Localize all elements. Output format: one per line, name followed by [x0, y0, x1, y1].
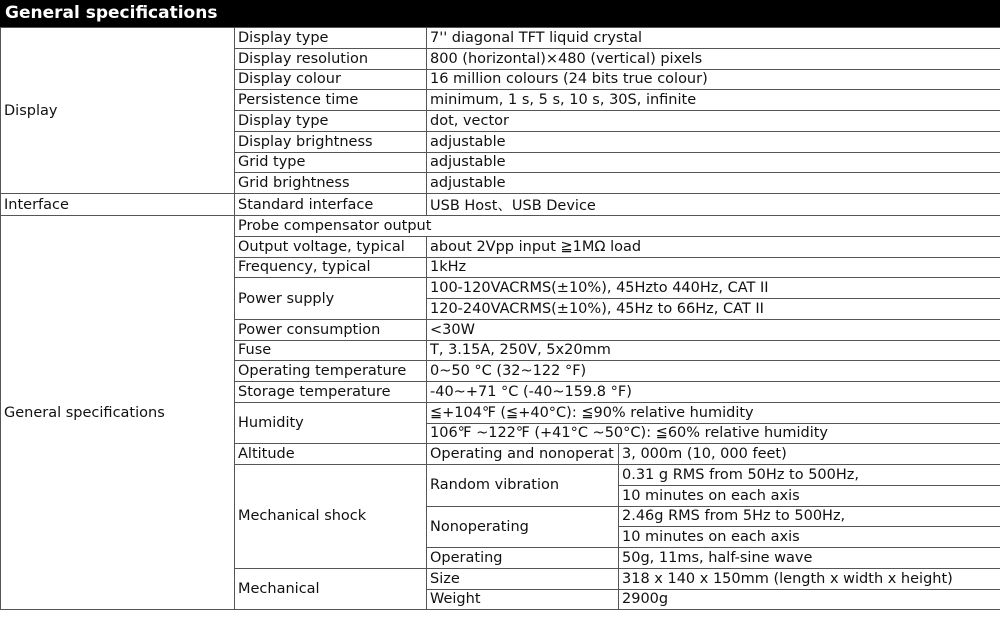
row-value: 10 minutes on each axis: [619, 527, 1000, 548]
row-sublabel: Weight: [427, 589, 619, 610]
row-label: Operating temperature: [235, 361, 427, 382]
row-label: Humidity: [235, 402, 427, 444]
row-sublabel: Size: [427, 568, 619, 589]
row-label: Frequency, typical: [235, 257, 427, 278]
row-label: Display type: [235, 28, 427, 49]
row-value: 120-240VACRMS(±10%), 45Hz to 66Hz, CAT II: [427, 299, 1000, 320]
category-display: Display: [1, 28, 235, 194]
row-value: 2.46g RMS from 5Hz to 500Hz,: [619, 506, 1000, 527]
row-value: adjustable: [427, 131, 1000, 152]
row-value: 0.31 g RMS from 50Hz to 500Hz,: [619, 465, 1000, 486]
row-value: 16 million colours (24 bits true colour): [427, 69, 1000, 90]
row-value: 106℉ ~122℉ (+41°C ~50°C): ≦60% relative humidity: [427, 423, 1000, 444]
row-value: 2900g: [619, 589, 1000, 610]
row-label: Display brightness: [235, 131, 427, 152]
row-value: adjustable: [427, 152, 1000, 173]
row-value: <30W: [427, 319, 1000, 340]
row-value: 100-120VACRMS(±10%), 45Hzto 440Hz, CAT II: [427, 278, 1000, 299]
row-label: Grid type: [235, 152, 427, 173]
row-sublabel: Random vibration: [427, 465, 619, 507]
row-label: Mechanical: [235, 568, 427, 610]
row-value: 1kHz: [427, 257, 1000, 278]
table-row: [1, 194, 1000, 216]
row-label: Grid brightness: [235, 173, 427, 194]
row-label: Storage temperature: [235, 382, 427, 403]
section-title: General specifications: [0, 0, 1000, 27]
row-value: -40~+71 °C (-40~159.8 °F): [427, 382, 1000, 403]
row-label: Power consumption: [235, 319, 427, 340]
row-value: about 2Vpp input ≧1MΩ load: [427, 236, 1000, 257]
row-label: Power supply: [235, 278, 427, 320]
row-label: Altitude: [235, 444, 427, 465]
row-value: USB Host、USB Device: [427, 194, 1000, 216]
row-label: Display resolution: [235, 48, 427, 69]
row-value: T, 3.15A, 250V, 5x20mm: [427, 340, 1000, 361]
row-value: 318 x 140 x 150mm (length x width x height): [619, 568, 1000, 589]
row-value: 0~50 °C (32~122 °F): [427, 361, 1000, 382]
table-row: [1, 28, 1000, 49]
row-label: Display type: [235, 111, 427, 132]
row-value: adjustable: [427, 173, 1000, 194]
row-value: 50g, 11ms, half-sine wave: [619, 548, 1000, 569]
row-value: ≦+104℉ (≦+40°C): ≦90% relative humidity: [427, 402, 1000, 423]
row-sublabel: Operating and nonoperat: [427, 444, 619, 465]
row-value: 10 minutes on each axis: [619, 485, 1000, 506]
row-label: Fuse: [235, 340, 427, 361]
category-interface: Interface: [1, 194, 235, 216]
row-value: 7'' diagonal TFT liquid crystal: [427, 28, 1000, 49]
row-label: Output voltage, typical: [235, 236, 427, 257]
row-sublabel: Nonoperating: [427, 506, 619, 548]
row-value: minimum, 1 s, 5 s, 10 s, 30S, infinite: [427, 90, 1000, 111]
row-label: Standard interface: [235, 194, 427, 216]
category-general: General specifications: [1, 216, 235, 610]
spec-table: [0, 27, 1000, 610]
row-label: Mechanical shock: [235, 465, 427, 569]
row-sublabel: Operating: [427, 548, 619, 569]
row-label: Persistence time: [235, 90, 427, 111]
row-value: 800 (horizontal)×480 (vertical) pixels: [427, 48, 1000, 69]
row-label: Display colour: [235, 69, 427, 90]
table-row: [1, 216, 1000, 237]
row-value: 3, 000m (10, 000 feet): [619, 444, 1000, 465]
probe-header: Probe compensator output: [235, 216, 1000, 237]
row-value: dot, vector: [427, 111, 1000, 132]
